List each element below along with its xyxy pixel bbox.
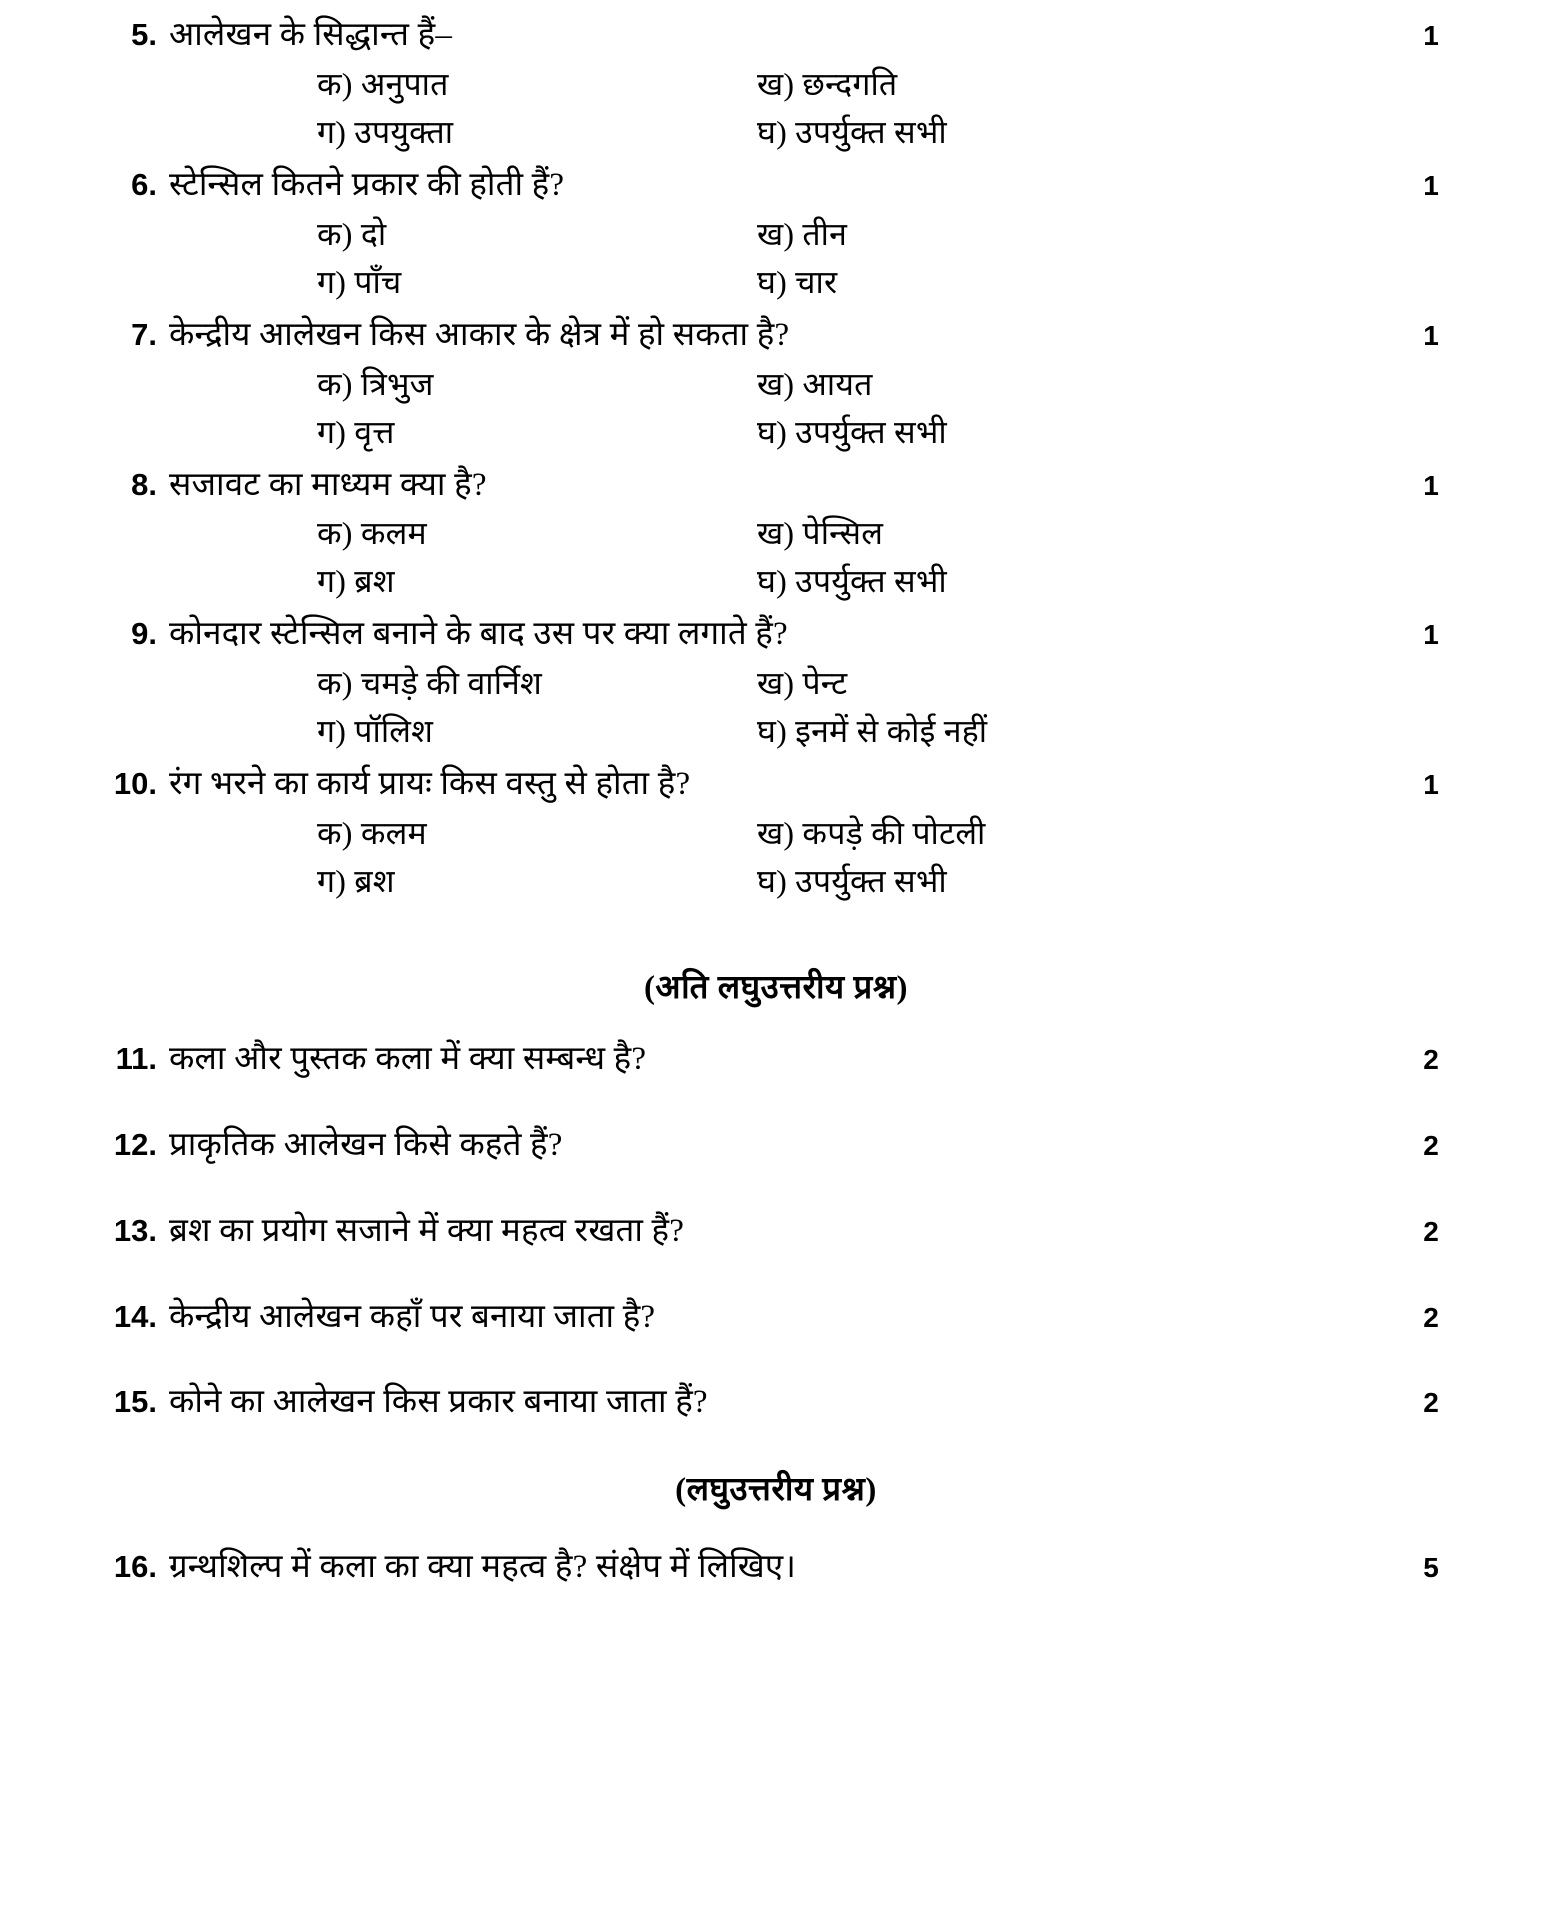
option-c[interactable]: ग) उपयुक्ता [317,113,454,150]
question-number: 16. [113,1549,157,1585]
option-b[interactable]: ख) आयत [757,365,873,402]
option-d[interactable]: घ) उपर्युक्त सभी [757,863,947,900]
option-a[interactable]: क) चमड़े की वार्निश [317,665,542,702]
question-text: प्राकृतिक आलेखन किसे कहते हैं? [169,1126,563,1163]
option-d[interactable]: घ) उपर्युक्त सभी [757,563,947,600]
mcq-question-9 [95,611,1457,755]
question-marks: 1 [1423,319,1439,351]
mcq-question-7 [95,312,1457,456]
option-a[interactable]: क) अनुपात [317,65,449,102]
question-line [95,12,1457,60]
section-heading-short-answer: (लघुउत्तरीय प्रश्न) [675,1472,877,1509]
option-row-cd [95,258,1457,306]
question-text: केन्द्रीय आलेखन किस आकार के क्षेत्र में हो सकता है? [169,316,790,353]
question-text: स्टेन्सिल कितने प्रकार की होती हैं? [169,166,565,203]
question-line [95,761,1457,809]
question-text: कोने का आलेखन किस प्रकार बनाया जाता हैं? [169,1384,708,1421]
question-line [95,611,1457,659]
question-text: सजावट का माध्यम क्या है? [169,466,487,503]
option-row-cd [95,857,1457,905]
question-13 [95,1208,1457,1256]
option-b[interactable]: ख) कपड़े की पोटली [757,815,986,852]
question-marks: 1 [1423,169,1439,201]
question-marks: 2 [1423,1215,1439,1247]
option-d[interactable]: घ) उपर्युक्त सभी [757,113,947,150]
question-number: 5. [131,17,157,52]
option-b[interactable]: ख) तीन [757,215,848,252]
option-c[interactable]: ग) ब्रश [317,563,395,600]
option-a[interactable]: क) कलम [317,815,427,852]
option-c[interactable]: ग) ब्रश [317,863,395,900]
question-12 [95,1122,1457,1170]
question-11 [95,1036,1457,1084]
question-text: केन्द्रीय आलेखन कहाँ पर बनाया जाता है? [169,1298,656,1335]
question-14 [95,1294,1457,1342]
question-marks: 2 [1423,1387,1439,1419]
question-marks: 1 [1423,20,1439,51]
question-marks: 1 [1423,769,1439,801]
question-number: 12. [113,1126,157,1162]
question-number: 13. [113,1212,157,1248]
question-number: 8. [131,466,157,502]
option-b[interactable]: ख) पेन्सिल [757,515,884,552]
question-marks: 5 [1423,1552,1439,1584]
mcq-question-10 [95,761,1457,905]
option-row-ab [95,809,1457,857]
question-marks: 2 [1423,1044,1439,1076]
mcq-question-6 [95,162,1457,306]
option-a[interactable]: क) कलम [317,515,427,552]
question-line [95,462,1457,510]
option-row-ab [95,60,1457,108]
short-answer-section [95,1544,1457,1592]
option-row-cd [95,408,1457,456]
question-number: 14. [113,1298,157,1334]
option-d[interactable]: घ) इनमें से कोई नहीं [757,713,988,750]
question-line [95,162,1457,210]
question-text: आलेखन के सिद्धान्त हैं– [169,17,453,53]
question-marks: 1 [1423,619,1439,651]
question-text: ब्रश का प्रयोग सजाने में क्या महत्व रखता हैं? [169,1212,685,1249]
question-text: कोनदार स्टेन्सिल बनाने के बाद उस पर क्या लगाते हैं? [169,616,788,653]
question-16 [95,1544,1457,1592]
question-line [95,312,1457,360]
option-row-ab [95,509,1457,557]
option-row-ab [95,659,1457,707]
option-row-cd [95,108,1457,156]
question-number: 15. [113,1384,157,1420]
question-text: ग्रन्थशिल्प में कला का क्या महत्व है? संक्षेप में लिखिए। [169,1549,797,1586]
option-c[interactable]: ग) वृत्त [317,413,395,450]
option-a[interactable]: क) दो [317,215,387,252]
option-row-ab [95,210,1457,258]
very-short-answer-section [95,1036,1457,1427]
question-marks: 2 [1423,1129,1439,1161]
question-marks: 2 [1423,1301,1439,1333]
question-text: कला और पुस्तक कला में क्या सम्बन्ध है? [169,1041,647,1078]
option-d[interactable]: घ) उपर्युक्त सभी [757,413,947,450]
option-row-ab [95,360,1457,408]
section-heading-very-short-answer: (अति लघुउत्तरीय प्रश्न) [643,970,909,1007]
option-a[interactable]: क) त्रिभुज [317,365,434,402]
option-c[interactable]: ग) पॉलिश [317,713,434,750]
question-number: 11. [115,1041,157,1077]
question-number: 10. [113,766,157,802]
mcq-section [95,12,1457,905]
option-d[interactable]: घ) चार [757,263,838,300]
question-text: रंग भरने का कार्य प्रायः किस वस्तु से होता है? [169,766,691,803]
option-c[interactable]: ग) पाँच [317,263,402,300]
option-row-cd [95,707,1457,755]
question-number: 6. [131,166,157,202]
option-b[interactable]: ख) छन्दगति [757,65,898,102]
option-b[interactable]: ख) पेन्ट [757,665,848,702]
question-15 [95,1379,1457,1427]
option-row-cd [95,557,1457,605]
question-marks: 1 [1423,469,1439,501]
question-number: 7. [131,316,157,352]
mcq-question-8 [95,462,1457,606]
mcq-question-5 [95,12,1457,156]
question-number: 9. [131,616,157,652]
